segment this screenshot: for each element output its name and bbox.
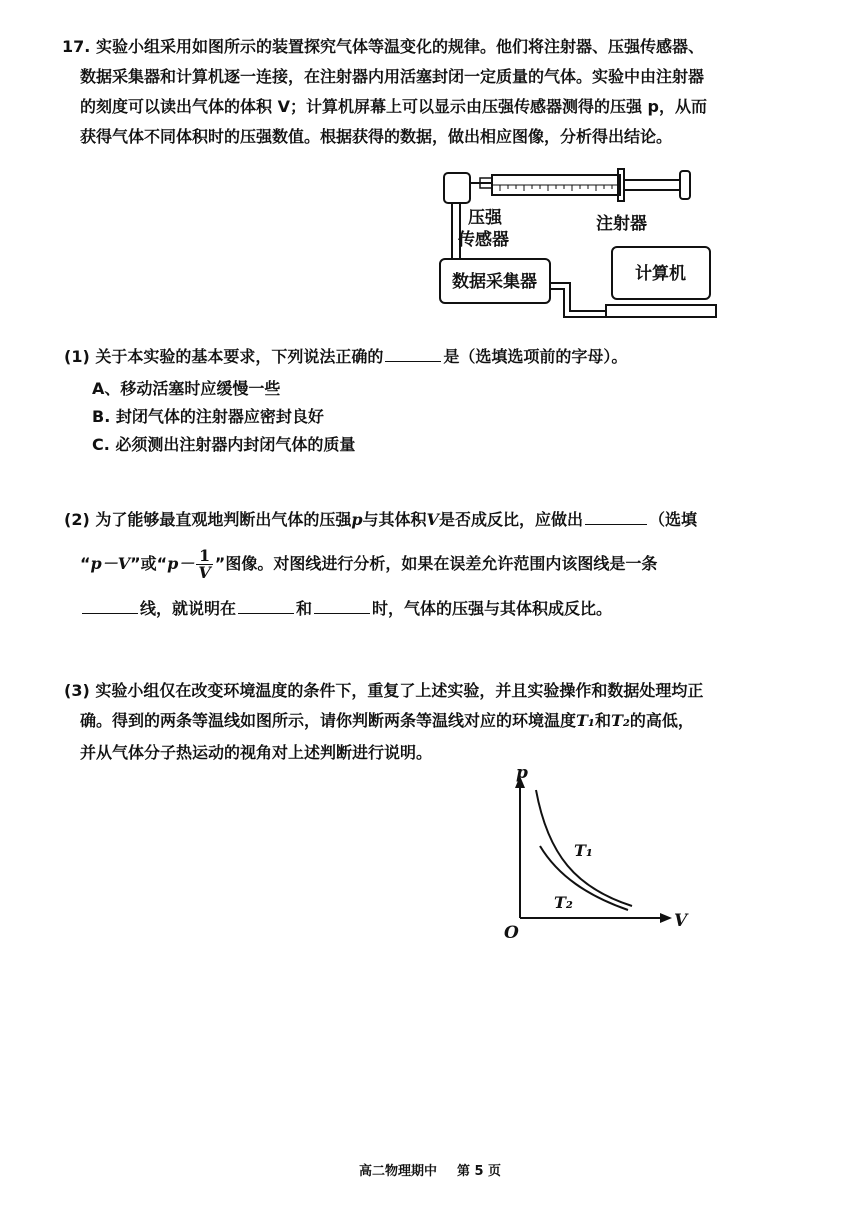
part3-line3: 并从气体分子热运动的视角对上述判断进行说明。: [80, 743, 433, 762]
page-footer: [0, 1160, 860, 1179]
fraction-denominator: V: [198, 563, 211, 582]
var-t2: T₂: [610, 711, 630, 730]
answer-blank[interactable]: [314, 597, 370, 614]
answer-blank[interactable]: [585, 508, 647, 525]
computer-label: 计算机: [635, 264, 686, 284]
data-collector-label: 数据采集器: [452, 272, 537, 292]
var-v: V: [426, 510, 439, 529]
part3-line1: (3) 实验小组仅在改变环境温度的条件下，重复了上述实验，并且实验操作和数据处理均正: [64, 681, 704, 700]
syringe-plunger-rod: [624, 180, 680, 190]
apparatus-diagram: [430, 165, 720, 325]
question-intro-line: 数据采集器和计算机逐一连接，在注射器内用活塞封闭一定质量的气体。实验中由注射器: [80, 67, 705, 86]
footer-page-number: 第 5 页: [456, 1164, 502, 1179]
part1-stem-start: (1) 关于本实验的基本要求，下列说法正确的: [64, 347, 384, 366]
quote-mark: “: [80, 554, 91, 573]
syringe-label: 注射器: [596, 214, 647, 234]
collector-cable: [550, 283, 606, 311]
question-intro-line: 获得气体不同体积时的压强数值。根据获得的数据，做出相应图像，分析得出结论。: [80, 127, 673, 146]
part1-stem-end: 是（选填选项前的字母）。: [443, 347, 628, 366]
computer-keyboard: [606, 305, 716, 317]
part2-text: 和: [296, 599, 313, 618]
option-p-inv-v: p－: [167, 554, 195, 573]
part2-text: 时，气体的压强与其体积成反比。: [372, 599, 613, 618]
part2-text: 与其体积: [362, 510, 427, 529]
answer-blank[interactable]: [82, 597, 138, 614]
part2-text: （选填: [648, 510, 697, 529]
part2-text: ”或“: [130, 554, 168, 573]
pressure-sensor: [444, 173, 470, 203]
part1-stem: [64, 342, 627, 372]
x-axis-arrow: [660, 913, 672, 923]
syringe-plunger-head: [680, 171, 690, 199]
option-p-v: p－V: [90, 554, 131, 573]
x-axis-label: V: [674, 911, 688, 931]
curve-label-t1: T₁: [574, 841, 593, 860]
isotherm-graph: [496, 760, 696, 940]
var-p: p: [351, 510, 363, 529]
part2-line3: [80, 594, 612, 624]
syringe-scale-ticks: [500, 185, 612, 191]
question-number: 17.: [62, 37, 91, 56]
option-a: A、移动活塞时应缓慢一些: [92, 379, 281, 398]
part2-text: (2) 为了能够最直观地判断出气体的压强: [64, 510, 352, 529]
part2-line2: [80, 548, 657, 581]
part3-text: 确。得到的两条等温线如图所示，请你判断两条等温线对应的环境温度: [80, 711, 577, 730]
answer-blank[interactable]: [238, 597, 294, 614]
part3-text: 的高低，: [629, 711, 694, 730]
answer-blank[interactable]: [385, 345, 441, 362]
part2-text: 是否成反比，应做出: [438, 510, 583, 529]
part2-text: 线，就说明在: [140, 599, 237, 618]
fraction-1-over-v: [196, 548, 212, 581]
var-t1: T₁: [576, 711, 595, 730]
question-intro-line: 的刻度可以读出气体的体积 V；计算机屏幕上可以显示由压强传感器测得的压强 p，从而: [80, 97, 707, 116]
option-b: B. 封闭气体的注射器应密封良好: [92, 407, 324, 426]
y-axis-label: p: [516, 763, 528, 783]
option-c: C. 必须测出注射器内封闭气体的质量: [92, 435, 356, 454]
sensor-label: 压强: [468, 208, 502, 228]
part2-text: ”图像。对图线进行分析，如果在误差允许范围内该图线是一条: [214, 554, 658, 573]
curve-label-t2: T₂: [554, 893, 573, 912]
fraction-numerator: 1: [196, 548, 212, 565]
footer-exam-name: 高二物理期中: [358, 1164, 437, 1179]
part3-line2: [80, 706, 694, 736]
part2-line1: [64, 505, 697, 535]
question-intro-line: 实验小组采用如图所示的装置探究气体等温变化的规律。他们将注射器、压强传感器、: [96, 37, 705, 56]
origin-label: O: [504, 923, 519, 940]
sensor-label: 传感器: [458, 230, 509, 250]
part3-text: 和: [594, 711, 611, 730]
